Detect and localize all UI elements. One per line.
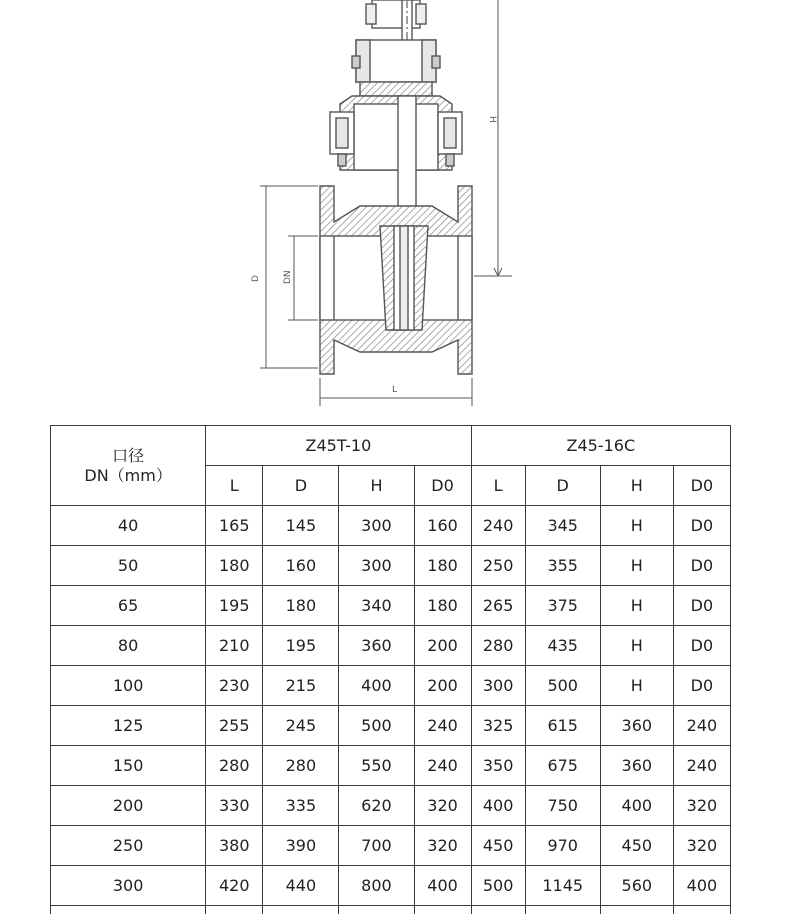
value-cell: 200 bbox=[414, 626, 471, 666]
value-cell: D0 bbox=[673, 546, 730, 586]
value-cell: 500 bbox=[471, 866, 525, 906]
value-cell: 230 bbox=[206, 666, 263, 706]
value-cell: 400 bbox=[600, 786, 673, 826]
dimension-table bbox=[50, 425, 731, 914]
value-cell: 200 bbox=[414, 666, 471, 706]
value-cell: 615 bbox=[525, 706, 600, 746]
value-cell: H bbox=[600, 586, 673, 626]
value-cell: D0 bbox=[673, 626, 730, 666]
column-header-l: L bbox=[206, 466, 263, 506]
value-cell: 700 bbox=[339, 826, 414, 866]
value-cell: 165 bbox=[206, 506, 263, 546]
value-cell: 350 bbox=[471, 746, 525, 786]
value-cell: 1145 bbox=[525, 866, 600, 906]
value-cell: 500 bbox=[525, 666, 600, 706]
value-cell: 240 bbox=[414, 706, 471, 746]
table-row bbox=[51, 746, 731, 786]
value-cell: 210 bbox=[206, 626, 263, 666]
table-row bbox=[51, 666, 731, 706]
column-header-d0: D0 bbox=[673, 466, 730, 506]
value-cell: 400 bbox=[339, 666, 414, 706]
dn-cell: 50 bbox=[51, 546, 206, 586]
dn-cell: 300 bbox=[51, 866, 206, 906]
table-row bbox=[51, 826, 731, 866]
value-cell: 280 bbox=[263, 746, 339, 786]
value-cell: 970 bbox=[525, 826, 600, 866]
value-cell: H bbox=[600, 626, 673, 666]
value-cell: 300 bbox=[339, 546, 414, 586]
value-cell: 325 bbox=[471, 706, 525, 746]
dn-cell: 100 bbox=[51, 666, 206, 706]
value-cell: 320 bbox=[414, 826, 471, 866]
dn-header-line2: DN（mm） bbox=[84, 465, 172, 485]
empty-cell bbox=[414, 906, 471, 915]
dim-label-d: D bbox=[251, 275, 261, 282]
empty-cell bbox=[525, 906, 600, 915]
value-cell: 400 bbox=[471, 786, 525, 826]
value-cell: 240 bbox=[673, 746, 730, 786]
table-row bbox=[51, 706, 731, 746]
value-cell: H bbox=[600, 666, 673, 706]
table-row bbox=[51, 546, 731, 586]
column-header-h: H bbox=[600, 466, 673, 506]
value-cell: 300 bbox=[471, 666, 525, 706]
value-cell: 750 bbox=[525, 786, 600, 826]
value-cell: 380 bbox=[206, 826, 263, 866]
value-cell: 345 bbox=[525, 506, 600, 546]
table-body bbox=[51, 506, 731, 915]
value-cell: 300 bbox=[339, 506, 414, 546]
value-cell: 180 bbox=[206, 546, 263, 586]
value-cell: 560 bbox=[600, 866, 673, 906]
value-cell: 340 bbox=[339, 586, 414, 626]
value-cell: 420 bbox=[206, 866, 263, 906]
dim-label-dn: DN bbox=[283, 270, 293, 284]
value-cell: 160 bbox=[414, 506, 471, 546]
value-cell: 400 bbox=[414, 866, 471, 906]
empty-cell bbox=[471, 906, 525, 915]
value-cell: 800 bbox=[339, 866, 414, 906]
value-cell: D0 bbox=[673, 586, 730, 626]
table-row bbox=[51, 626, 731, 666]
dn-cell: 200 bbox=[51, 786, 206, 826]
table-row bbox=[51, 586, 731, 626]
value-cell: 160 bbox=[263, 546, 339, 586]
empty-cell bbox=[263, 906, 339, 915]
value-cell: 195 bbox=[263, 626, 339, 666]
column-header-d0: D0 bbox=[414, 466, 471, 506]
value-cell: 400 bbox=[673, 866, 730, 906]
dn-cell: 80 bbox=[51, 626, 206, 666]
value-cell: 360 bbox=[600, 706, 673, 746]
empty-cell bbox=[600, 906, 673, 915]
column-header-h: H bbox=[339, 466, 414, 506]
value-cell: 550 bbox=[339, 746, 414, 786]
empty-cell bbox=[51, 906, 206, 915]
value-cell: 675 bbox=[525, 746, 600, 786]
value-cell: 255 bbox=[206, 706, 263, 746]
empty-cell bbox=[206, 906, 263, 915]
value-cell: 360 bbox=[600, 746, 673, 786]
value-cell: 360 bbox=[339, 626, 414, 666]
value-cell: 240 bbox=[471, 506, 525, 546]
value-cell: H bbox=[600, 506, 673, 546]
value-cell: 500 bbox=[339, 706, 414, 746]
value-cell: D0 bbox=[673, 666, 730, 706]
gate-valve-drawing bbox=[0, 0, 790, 420]
value-cell: 250 bbox=[471, 546, 525, 586]
dn-cell: 40 bbox=[51, 506, 206, 546]
value-cell: 355 bbox=[525, 546, 600, 586]
value-cell: H bbox=[600, 546, 673, 586]
dn-cell: 250 bbox=[51, 826, 206, 866]
value-cell: 320 bbox=[414, 786, 471, 826]
value-cell: 240 bbox=[414, 746, 471, 786]
value-cell: 330 bbox=[206, 786, 263, 826]
group-header-z45t-10: Z45T-10 bbox=[206, 426, 471, 466]
value-cell: D0 bbox=[673, 506, 730, 546]
value-cell: 195 bbox=[206, 586, 263, 626]
value-cell: 240 bbox=[673, 706, 730, 746]
value-cell: 620 bbox=[339, 786, 414, 826]
dn-header bbox=[51, 426, 206, 506]
value-cell: 320 bbox=[673, 826, 730, 866]
value-cell: 335 bbox=[263, 786, 339, 826]
value-cell: 450 bbox=[600, 826, 673, 866]
empty-cell bbox=[339, 906, 414, 915]
value-cell: 280 bbox=[471, 626, 525, 666]
table-row bbox=[51, 506, 731, 546]
value-cell: 215 bbox=[263, 666, 339, 706]
group-header-z45-16c: Z45-16C bbox=[471, 426, 730, 466]
table-row bbox=[51, 866, 731, 906]
dim-label-h: H bbox=[487, 116, 497, 123]
value-cell: 180 bbox=[414, 546, 471, 586]
dn-cell: 65 bbox=[51, 586, 206, 626]
value-cell: 265 bbox=[471, 586, 525, 626]
value-cell: 375 bbox=[525, 586, 600, 626]
table-row-partial bbox=[51, 906, 731, 915]
dn-header-line1: 口径 bbox=[112, 445, 145, 465]
value-cell: 180 bbox=[263, 586, 339, 626]
value-cell: 435 bbox=[525, 626, 600, 666]
value-cell: 280 bbox=[206, 746, 263, 786]
dim-label-l: L bbox=[392, 385, 398, 395]
table-row bbox=[51, 786, 731, 826]
value-cell: 440 bbox=[263, 866, 339, 906]
column-header-l: L bbox=[471, 466, 525, 506]
column-header-d: D bbox=[263, 466, 339, 506]
empty-cell bbox=[673, 906, 730, 915]
value-cell: 180 bbox=[414, 586, 471, 626]
value-cell: 320 bbox=[673, 786, 730, 826]
column-header-d: D bbox=[525, 466, 600, 506]
value-cell: 450 bbox=[471, 826, 525, 866]
dn-cell: 125 bbox=[51, 706, 206, 746]
dn-cell: 150 bbox=[51, 746, 206, 786]
value-cell: 245 bbox=[263, 706, 339, 746]
value-cell: 145 bbox=[263, 506, 339, 546]
value-cell: 390 bbox=[263, 826, 339, 866]
